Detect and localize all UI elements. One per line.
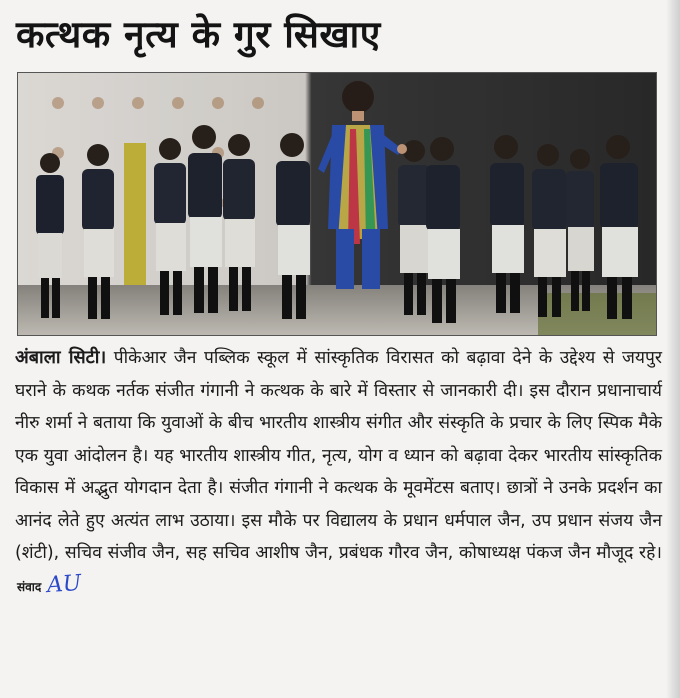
photo-illustration (18, 73, 656, 335)
headline: कत्थक नृत्य के गुर सिखाए (16, 13, 381, 56)
news-credit: संवाद (17, 579, 42, 594)
event-photo (17, 72, 657, 336)
article-body (15, 342, 662, 603)
article-text: पीकेआर जैन पब्लिक स्कूल में सांस्कृतिक विरासत को बढ़ावा देने के उद्देश्य से जयपुर घराने के कथक नर्तक संजीत गंगानी ने कत्थक के बारे में विस्तार से जानकारी दी। इस दौरान प्रधानाचार्य नीरु शर्मा ने बताया कि युवाओं के बीच भारतीय शास्त्रीय संगीत और संस्कृति के प्रचार के लिए स्पिक मैके एक युवा आंदोलन है। यह भारतीय शास्त्रीय गीत, नृत्य, योग व ध्यान को बढ़ावा देकर भारतीय सांस्कृतिक विकास में अद्भुत योगदान देता है। संजीत गंगानी ने कत्थक के मूवमेंटस बताए। छात्रों ने उनके प्रदर्शन का आनंद लेते हुए अत्यंत लाभ उठाया। इस मौके पर विद्यालय के प्रधान धर्मपाल जैन, उप प्रधान संजय जैन (शंटी), सचिव संजीव जैन, सह सचिव आशीष जैन, प्रबंधक गौरव जैन, कोषाध्यक्ष पंकज जैन मौजूद रहे। (15, 348, 662, 563)
page-edge-shadow (666, 0, 680, 698)
dateline: अंबाला सिटी। (15, 347, 107, 368)
handwritten-initials: AU (46, 570, 83, 598)
